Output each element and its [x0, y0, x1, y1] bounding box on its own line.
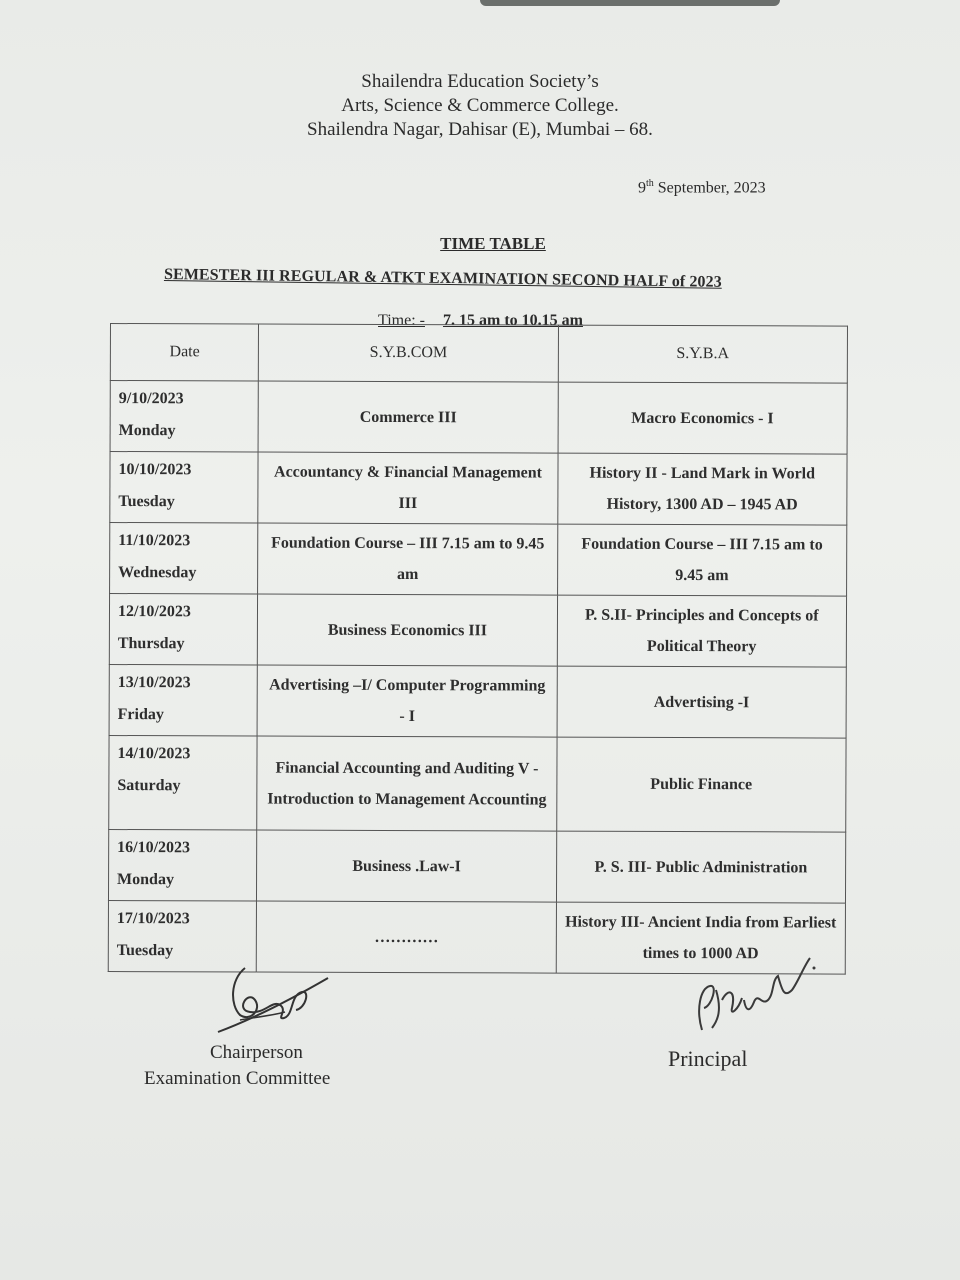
header-date: Date	[110, 324, 259, 382]
sybcom-cell: Financial Accounting and Auditing V - Introduction to Management Accounting	[257, 736, 556, 831]
time-value: 7. 15 am to 10.15 am	[442, 312, 583, 329]
header-syba: S.Y.B.A	[558, 325, 848, 383]
time-label: Time: -	[378, 312, 425, 329]
row-day: Tuesday	[118, 493, 175, 511]
date-day: 9	[638, 179, 646, 197]
row-date: 14/10/2023	[117, 745, 191, 763]
table-row	[110, 523, 847, 597]
exam-subtitle: SEMESTER III REGULAR & ATKT EXAMINATION SECOND HALF of 2023	[163, 266, 722, 291]
syba-cell: History II - Land Mark in World History, 1300 AD – 1945 AD	[557, 453, 847, 525]
principal-label: Principal	[668, 1046, 748, 1071]
row-date: 16/10/2023	[117, 839, 191, 857]
syba-cell: History III- Ancient India from Earliest times to 1000 AD	[556, 902, 846, 974]
syba-cell: Advertising -I	[557, 666, 847, 738]
date-suffix: th	[646, 178, 654, 189]
row-day: Monday	[117, 871, 174, 889]
row-day: Saturday	[117, 777, 181, 795]
syba-cell: Public Finance	[556, 737, 846, 832]
notice-date	[638, 178, 766, 197]
date-rest: September, 2023	[653, 179, 766, 197]
table-row	[110, 452, 847, 526]
date-cell	[110, 381, 259, 453]
date-cell	[110, 452, 259, 524]
table-row	[110, 381, 847, 455]
chairperson-label: Chairperson	[210, 1042, 303, 1063]
row-date: 12/10/2023	[117, 603, 191, 621]
sybcom-cell: …………	[257, 901, 556, 973]
syba-cell: Foundation Course – III 7.15 am to 9.45 am	[557, 524, 847, 596]
exam-committee-label: Examination Committee	[144, 1068, 331, 1089]
row-date: 9/10/2023	[118, 390, 184, 408]
date-cell	[109, 664, 258, 736]
row-date: 17/10/2023	[116, 910, 190, 928]
row-day: Friday	[117, 706, 164, 724]
table-header-row	[110, 324, 847, 384]
date-cell	[109, 594, 258, 666]
header-sybcom: S.Y.B.COM	[259, 324, 558, 382]
sybcom-cell: Commerce III	[259, 381, 558, 453]
page-title: TIME TABLE	[440, 234, 546, 253]
date-cell	[110, 523, 259, 595]
row-day: Wednesday	[118, 564, 197, 582]
sybcom-cell: Business Economics III	[258, 594, 557, 666]
sybcom-cell: Business .Law-I	[257, 830, 556, 902]
table-row	[109, 664, 846, 738]
row-date: 10/10/2023	[118, 461, 192, 479]
table-row	[109, 735, 846, 832]
row-date: 13/10/2023	[117, 674, 191, 692]
row-day: Monday	[118, 422, 176, 440]
syba-cell: P. S.II- Principles and Concepts of Political Theory	[557, 595, 847, 667]
timetable	[108, 323, 848, 975]
sybcom-cell: Accountancy & Financial Management III	[258, 452, 557, 524]
table-row	[108, 829, 845, 903]
row-day: Thursday	[117, 635, 185, 653]
table-row	[109, 594, 846, 668]
syba-cell: P. S. III- Public Administration	[556, 831, 846, 903]
chairperson-signature	[210, 960, 340, 1040]
principal-signature	[688, 950, 828, 1040]
college-address: Shailendra Nagar, Dahisar (E), Mumbai – 68.	[307, 119, 653, 140]
sybcom-cell: Foundation Course – III 7.15 am to 9.45 am	[258, 523, 557, 595]
top-edge-shadow	[480, 0, 780, 6]
date-cell	[109, 735, 258, 830]
syba-cell: Macro Economics - I	[558, 382, 848, 454]
sybcom-cell: Advertising –I/ Computer Programming - I	[258, 665, 557, 737]
date-cell	[108, 829, 257, 901]
row-date: 11/10/2023	[118, 532, 191, 550]
society-name: Shailendra Education Society’s	[361, 71, 599, 92]
college-name: Arts, Science & Commerce College.	[341, 95, 619, 116]
row-day: Tuesday	[116, 942, 174, 960]
